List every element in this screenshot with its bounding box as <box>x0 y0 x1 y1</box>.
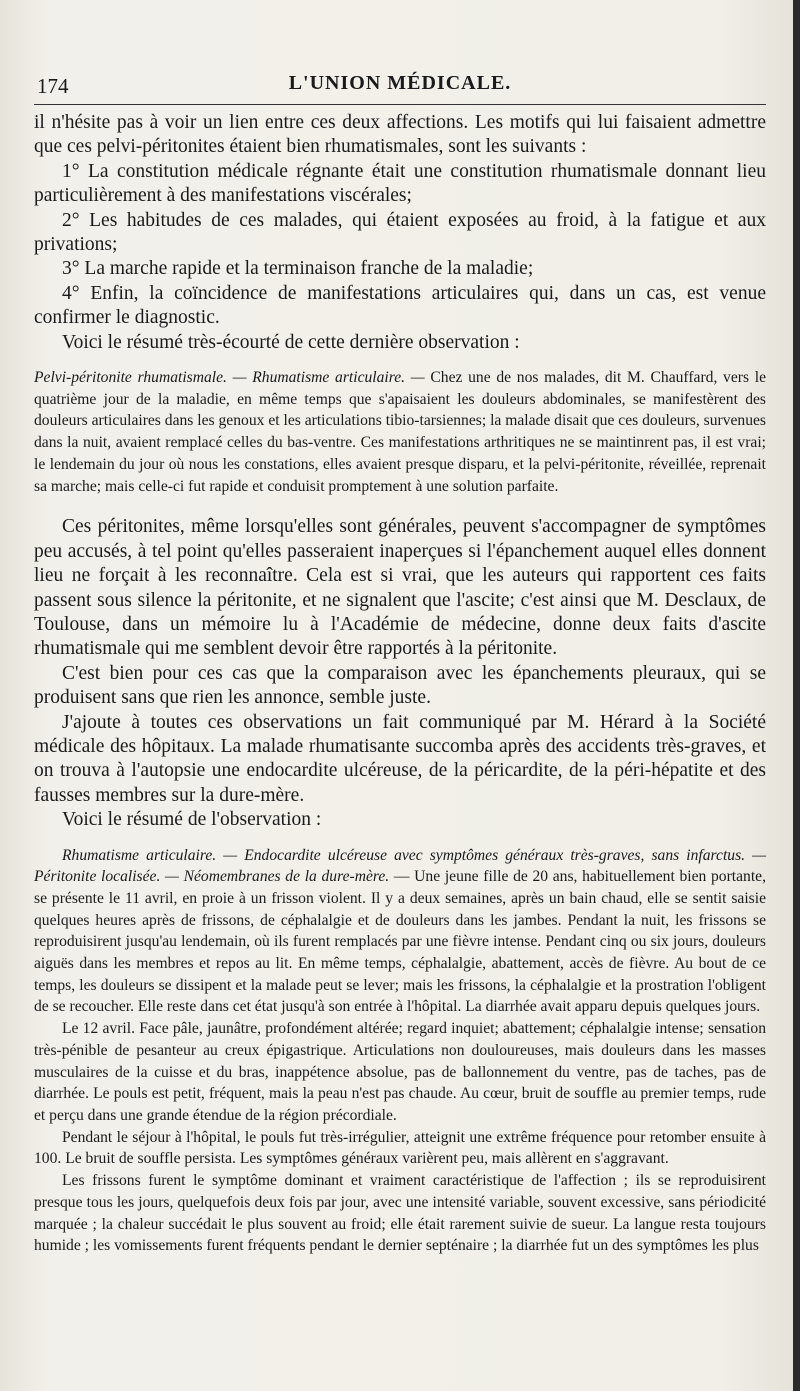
observation-title: Rhumatisme articulaire. — Endocardite ulcéreuse avec symptômes généraux très-graves, sans infarctus. — Péritonite localisée. — Néomembranes de la dure-mère. <box>34 846 766 886</box>
list-item: 3° La marche rapide et la terminaison franche de la maladie; <box>62 258 534 280</box>
observation-2 <box>34 845 766 1257</box>
observation-paragraph: Les frissons furent le symptôme dominant et vraiment caractéristique de l'affection ; ils se reproduisirent presque tous les jours, quelquefois deux fois par jour, avec une intensité variable, souvent excessive, sans périodicité marquée ; la chaleur succédait le plus souvent au froid; elle était rarement suivie de sueur. La langue resta toujours humide ; les vomissements furent fréquents pendant le dernier septénaire ; la diarrhée fut un des symptômes les plus <box>34 1172 766 1255</box>
observation-1 <box>34 367 766 497</box>
text-block-1 <box>34 111 766 355</box>
observation-paragraph <box>34 845 766 1019</box>
scan-edge <box>793 0 800 1391</box>
header-rule <box>34 104 766 105</box>
text-block-2 <box>34 515 766 832</box>
list-item: 4° Enfin, la coïncidence de manifestations articulaires qui, dans un cas, est venue confirmer le diagnostic. <box>34 282 766 329</box>
observation-paragraph: Le 12 avril. Face pâle, jaunâtre, profondément altérée; regard inquiet; abattement; céphalalgie intense; sensation très-pénible de pesanteur au creux épigastrique. Articulations non douloureuses, mais douleurs dans les masses musculaires de la cuisse et du bras, inappétence absolue, pas de ballonnement du ventre, pas de taches, pas de diarrhée. Le pouls est petit, fréquent, mais la peau n'est pas chaude. Au cœur, bruit de souffle au premier temps, rude et perçu dans une grande étendue de la région précordiale. <box>34 1020 766 1124</box>
paragraph: Voici le résumé de l'observation : <box>62 809 322 831</box>
paragraph: Ces péritonites, même lorsqu'elles sont générales, peuvent s'accompagner de symptômes peu accusés, à tel point qu'elles passeraient inaperçues si l'épanchement auquel elles donnent lieu ne forçait à les reconnaître. Cela est si vrai, que les auteurs qui rapportent ces faits passent sous silence la péritonite, et ne signalent que l'ascite; c'est ainsi que M. Desclaux, de Toulouse, dans un mémoire lu à l'Académie de médecine, donne deux faits d'ascite rhumatismale qui me semblent devoir être rapportés à la péritonite. <box>34 516 766 660</box>
paragraph: il n'hésite pas à voir un lien entre ces deux affections. Les motifs qui lui faisaient admettre que ces pelvi-péritonites étaient bien rhumatismales, sont les suivants : <box>34 112 766 158</box>
list-item: 2° Les habitudes de ces malades, qui étaient exposées au froid, à la fatigue et aux privations; <box>34 209 766 256</box>
page-number: 174 <box>37 74 69 98</box>
paragraph: C'est bien pour ces cas que la comparaison avec les épanchements pleuraux, qui se produisent sans que rien les annonce, semble juste. <box>34 662 766 709</box>
observation-paragraph: Pendant le séjour à l'hôpital, le pouls fut très-irrégulier, atteignit une extrême fréquence pour retomber ensuite à 100. Le bruit de souffle persista. Les symptômes généraux varièrent peu, mais allèrent en s'aggravant. <box>34 1128 766 1168</box>
observation-paragraph <box>34 367 766 497</box>
observation-text: Chez une de nos malades, dit M. Chauffard, vers le quatrième jour de la maladie, en même temps que s'apaisaient les douleurs abdominales, se manifestèrent des douleurs articulaires dans les genoux et les articulations tibio-tarsiennes; la malade disait que ces douleurs, survenues dans la nuit, avaient remplacé celles du bas-ventre. Ces manifestations arthritiques ne se maintinrent pas, il est vrai; le lendemain du jour où nous les constations, elles avaient presque disparu, et la pelvi-péritonite, réveillée, reprenait sa marche; mais celle-ci fut rapide et conduisit promptement à une solution parfaite. <box>34 369 766 495</box>
observation-text: — Une jeune fille de 20 ans, habituellement bien portante, se présente le 11 avril, en proie à un frisson violent. Il y a deux semaines, après un bain chaud, elle se sentit saisie quelques heures après de frissons, de céphalalgie et de douleurs dans les jambes. Pendant la nuit, les frissons se reproduisirent jusqu'au lendemain, où ils furent remplacés par une fièvre intense. Pendant cinq ou six jours, douleurs aiguës dans les membres et repos au lit. En même temps, céphalalgie, abattement, accès de fièvre. Au bout de ce temps, les douleurs se dissipent et la malade peut se lever; mais les frissons, la céphalalgie et la prostration l'obligent de se recoucher. Elle reste dans cet état jusqu'à son entrée à l'hôpital. La diarrhée avait apparu depuis quelques jours. <box>34 868 766 1016</box>
paragraph: J'ajoute à toutes ces observations un fait communiqué par M. Hérard à la Société médicale des hôpitaux. La malade rhumatisante succomba après des accidents très-graves, et on trouva à l'autopsie une endocardite ulcéreuse, de la péricardite, de la péri-hépatite et des fausses membres sur la dure-mère. <box>34 711 766 806</box>
page-header <box>34 68 766 104</box>
list-item: 1° La constitution médicale régnante était une constitution rhumatismale donnant lieu particulièrement à des manifestations viscérales; <box>34 160 766 207</box>
observation-title: Pelvi-péritonite rhumatismale. — Rhumatisme articulaire. — <box>34 369 425 387</box>
running-title: L'UNION MÉDICALE. <box>288 72 512 94</box>
paragraph: Voici le résumé très-écourté de cette dernière observation : <box>62 331 520 353</box>
